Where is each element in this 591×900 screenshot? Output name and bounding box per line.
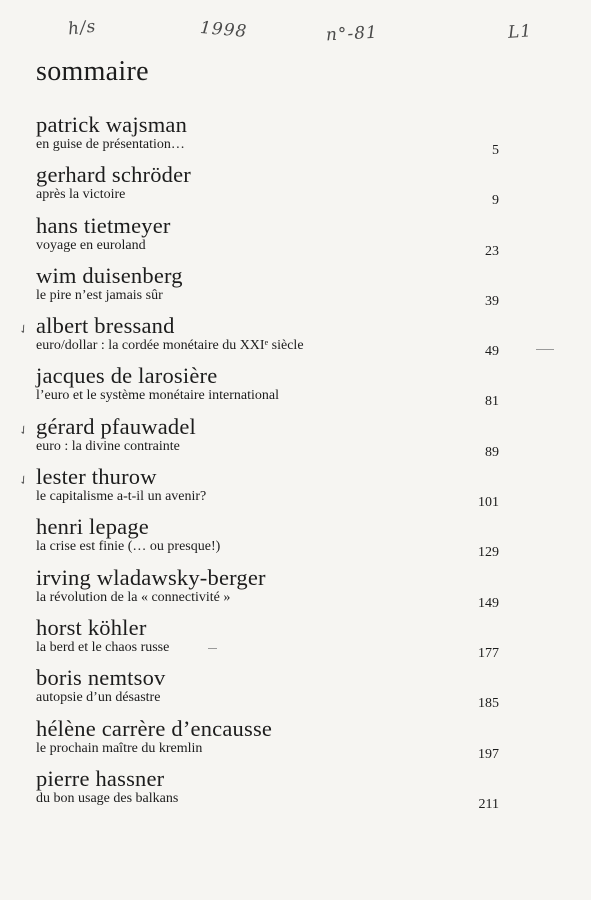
pencil-dash-mark	[536, 349, 554, 350]
entry-page-number: 39	[485, 293, 499, 309]
handwritten-issue-number: n°-81	[325, 22, 379, 46]
pencil-dash-mark	[208, 648, 217, 649]
entry-author: gérard pfauwadel	[36, 413, 196, 439]
entry-author: wim duisenberg	[36, 262, 183, 288]
handwritten-note: h/s	[67, 16, 98, 40]
handwritten-code: L1	[507, 21, 533, 43]
toc-entry	[0, 363, 591, 413]
entry-page-number: 9	[492, 193, 499, 209]
entry-author: albert bressand	[36, 313, 175, 339]
entry-author: boris nemtsov	[36, 665, 166, 691]
entry-subtitle: la révolution de la « connectivité »	[36, 589, 231, 605]
entry-subtitle: l’euro et le système monétaire international	[36, 388, 279, 404]
entry-subtitle: le capitalisme a-t-il un avenir?	[36, 489, 207, 505]
entry-page-number: 177	[478, 645, 499, 661]
entry-page-number: 89	[485, 444, 499, 460]
entry-author: hélène carrère d’encausse	[36, 715, 273, 741]
entry-subtitle: la berd et le chaos russe	[36, 639, 170, 655]
entry-page-number: 197	[478, 746, 499, 762]
toc-entry	[0, 514, 591, 564]
entry-page-number: 129	[478, 545, 499, 561]
entry-page-number: 81	[485, 394, 499, 410]
entry-subtitle: du bon usage des balkans	[36, 790, 179, 806]
entry-author: horst köhler	[36, 614, 147, 640]
toc-entry	[0, 665, 591, 715]
pencil-tick-mark: ✓	[15, 471, 32, 489]
toc-entry	[0, 162, 591, 212]
toc-entry	[0, 464, 591, 514]
entry-subtitle: euro : la divine contrainte	[36, 438, 180, 454]
toc-entry	[0, 716, 591, 766]
entry-subtitle: voyage en euroland	[36, 237, 146, 253]
entry-subtitle: euro/dollar : la cordée monétaire du XXIᵉ siècle	[36, 338, 304, 354]
entry-page-number: 49	[485, 344, 499, 360]
entry-page-number: 5	[492, 143, 499, 158]
toc-entry	[0, 615, 591, 665]
entry-author: hans tietmeyer	[36, 212, 171, 238]
entry-author: lester thurow	[36, 464, 157, 490]
pencil-tick-mark: ✓	[15, 320, 32, 338]
toc-entry	[0, 414, 591, 464]
page-title: sommaire	[36, 56, 149, 87]
entry-subtitle: après la victoire	[36, 187, 126, 203]
table-of-contents	[0, 112, 591, 816]
entry-author: irving wladawsky-berger	[36, 564, 266, 590]
entry-author: henri lepage	[36, 514, 149, 540]
toc-entry	[0, 263, 591, 313]
toc-entry	[0, 112, 591, 162]
handwritten-year: 1998	[199, 17, 249, 43]
entry-author: patrick wajsman	[36, 112, 188, 137]
entry-page-number: 101	[478, 495, 499, 511]
entry-subtitle: le pire n’est jamais sûr	[36, 287, 163, 303]
entry-author: jacques de larosière	[36, 363, 218, 389]
entry-page-number: 23	[485, 243, 499, 259]
entry-page-number: 149	[478, 595, 499, 611]
pencil-tick-mark: ✓	[15, 421, 32, 439]
toc-entry	[0, 766, 591, 816]
entry-page-number: 211	[478, 796, 499, 812]
entry-author: gerhard schröder	[36, 162, 191, 188]
entry-subtitle: autopsie d’un désastre	[36, 690, 161, 706]
entry-author: pierre hassner	[36, 765, 165, 791]
toc-entry	[0, 313, 591, 363]
toc-entry	[0, 213, 591, 263]
entry-subtitle: le prochain maître du kremlin	[36, 740, 203, 756]
handwritten-annotations	[0, 0, 591, 60]
entry-subtitle: en guise de présentation…	[36, 137, 185, 152]
toc-entry	[0, 565, 591, 615]
entry-page-number: 185	[478, 696, 499, 712]
entry-subtitle: la crise est finie (… ou presque!)	[36, 539, 221, 555]
